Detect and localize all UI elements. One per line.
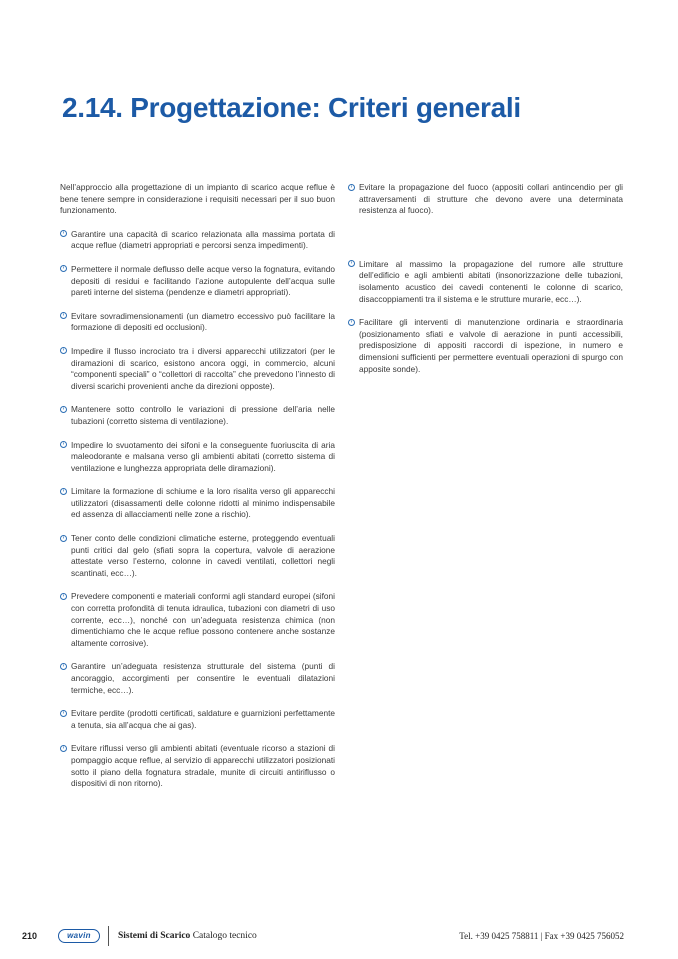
requirement-text: Garantire un’adeguata resistenza strutturale del sistema (punti di ancoraggio, accorgimenti per consentire le eventuali dilatazioni termiche, ecc…). (71, 661, 335, 695)
requirement-item (60, 661, 335, 696)
chevron-circle-icon (60, 347, 67, 354)
chevron-circle-icon (348, 184, 355, 191)
requirement-text: Limitare al massimo la propagazione del rumore alle strutture dell’edificio e agli ambienti abitati (insonorizzazione delle tubazioni, isolamento acustico dei cavedi contenenti le colonne di scarico, disaccoppiamenti tra il sistema e le strutture murarie, ecc…). (359, 258, 623, 304)
requirement-item (60, 440, 335, 475)
requirement-item (348, 259, 623, 305)
catalog-name-rest: Catalogo tecnico (190, 931, 257, 941)
chevron-circle-icon (60, 663, 67, 670)
requirement-text: Evitare sovradimensionamenti (un diametro eccessivo può facilitare la formazione di depositi ed occlusioni). (71, 310, 335, 333)
requirement-item (60, 311, 335, 334)
chevron-circle-icon (60, 265, 67, 272)
requirement-text: Impedire il flusso incrociato tra i diversi apparecchi utilizzatori (per le diramazioni di scarico, esistono ancora oggi, in commercio, alcuni “componenti speciali” o “collettori di raccolta” che prevedono l’innesto di diversi scarichi provenienti anche da direzioni opposte). (71, 345, 335, 391)
chevron-circle-icon (60, 593, 67, 600)
requirement-text: Facilitare gli interventi di manutenzione ordinaria e straordinaria (posizionamento sfiati e valvole di aerazione in punti accessibili, predisposizione di appositi raccordi di ispezione, in numero e dimensioni sufficienti per permettere eventuali operazioni di spurgo con apposite sonde). (359, 317, 623, 374)
requirement-text: Evitare perdite (prodotti certificati, saldature e guarnizioni perfettamente a tenuta, sia all’acqua che ai gas). (71, 708, 335, 730)
requirement-item (348, 317, 623, 375)
requirement-text: Mantenere sotto controllo le variazioni di pressione dell’aria nelle tubazioni (corretto sistema di ventilazione). (71, 404, 335, 426)
left-requirements-list (60, 229, 335, 790)
requirement-text: Evitare la propagazione del fuoco (appositi collari antincendio per gli attraversamenti di strutture che devono avere una determinata resistenza al fuoco). (359, 182, 623, 216)
chevron-circle-icon (60, 230, 67, 237)
chevron-circle-icon (60, 488, 67, 495)
catalog-name (118, 931, 257, 941)
right-requirements-list (348, 182, 623, 375)
chevron-circle-icon (60, 745, 67, 752)
chevron-circle-icon (348, 260, 355, 267)
requirement-item (60, 346, 335, 392)
requirement-item (60, 743, 335, 789)
intro-paragraph: Nell’approccio alla progettazione di un impianto di scarico acque reflue è bene tenere sempre in considerazione i requisiti necessari per il suo buon funzionamento. (60, 182, 335, 216)
requirement-item (60, 708, 335, 731)
right-column (348, 182, 623, 375)
wavin-logo: wavin (58, 929, 100, 943)
chevron-circle-icon (60, 312, 67, 319)
requirement-text: Garantire una capacità di scarico relazionata alla massima portata di acque reflue (diametri appropriati e percorsi senza impedimenti). (71, 228, 335, 251)
requirement-item (60, 264, 335, 299)
requirement-item (60, 229, 335, 252)
requirement-item (348, 182, 623, 217)
requirement-text: Tener conto delle condizioni climatiche esterne, proteggendo eventuali punti critici dal gelo (sfiati sopra la copertura, valvole di aerazione attestate verso l’esterno, colonne in cavedi ventilati, collettori negli scantinati, ecc…). (71, 533, 335, 578)
catalog-name-bold: Sistemi di Scarico (118, 931, 191, 941)
left-column (60, 182, 335, 790)
chevron-circle-icon (60, 441, 67, 448)
requirement-text: Prevedere componenti e materiali conformi agli standard europei (sifoni con corretta profondità di tenuta idraulica, tubazioni con diametri di uso corrente, ecc…), nonché con un’adeguata resistenza chimica (non dimentichiamo che le acque reflue possono contenere anche sostanze altamente corrosive). (71, 591, 335, 648)
requirement-item (60, 404, 335, 427)
requirement-item (60, 486, 335, 521)
page-title: 2.14. Progettazione: Criteri generali (62, 92, 521, 123)
footer-divider (108, 926, 109, 946)
contact-info: Tel. +39 0425 758811 | Fax +39 0425 756052 (459, 931, 624, 941)
requirement-item (60, 533, 335, 579)
requirement-item (60, 591, 335, 649)
requirement-text: Impedire lo svuotamento dei sifoni e la conseguente fuoriuscita di aria maleodorante e malsana verso gli ambienti abitati (corretto sistema di ventilazione e lunghezza appropriata delle diramazioni). (71, 439, 335, 473)
chevron-circle-icon (60, 535, 67, 542)
chevron-circle-icon (348, 319, 355, 326)
chevron-circle-icon (60, 710, 67, 717)
requirement-text: Evitare riflussi verso gli ambienti abitati (eventuale ricorso a stazioni di pompaggio acque reflue, al servizio di apparecchi utilizzatori posizionati sotto il piano della fognatura stradale, munite di circuiti antiriflusso o dispositivi di non ritorno). (71, 743, 335, 789)
chevron-circle-icon (60, 406, 67, 413)
requirement-text: Limitare la formazione di schiume e la loro risalita verso gli apparecchi utilizzatori (disassamenti delle colonne ridotti al minimo indispensabile ed assenza di allacciamenti nelle zone a rischio). (71, 486, 335, 520)
requirement-text: Permettere il normale deflusso delle acque verso la fognatura, evitando depositi di residui e facilitando l’azione autopulente dell’acqua sulle pareti interne del sistema (pendenze e diametri appropriati). (71, 263, 335, 298)
page-footer (22, 928, 624, 946)
page-number: 210 (22, 931, 38, 941)
